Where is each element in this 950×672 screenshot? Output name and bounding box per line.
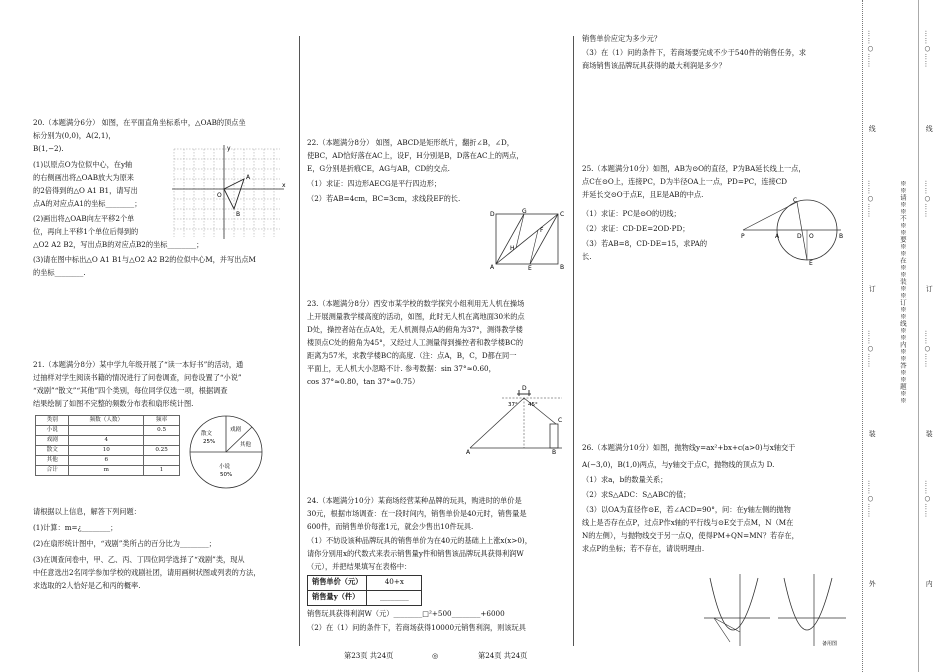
label-b: B xyxy=(560,264,565,270)
margin-label-outer-bind: 订 xyxy=(867,285,876,293)
q25-p3b: 长. xyxy=(582,251,592,261)
table-cell: ________ xyxy=(367,590,422,605)
question-22 xyxy=(307,138,565,207)
q21-line3: “戏剧”“散文”“其他”四个类别，每位同学仅选一项，根据调查 xyxy=(33,385,228,395)
q20-s1d: 点A的对应点A1的坐标________； xyxy=(33,198,142,208)
question-26 xyxy=(582,443,847,557)
margin-label-outer-line: 线 xyxy=(867,125,876,133)
table-header: 类别 xyxy=(36,416,69,426)
pie-label-drama: 戏剧 xyxy=(230,427,242,433)
q23-line7: cos 37°≈0.80，tan 37°≈0.75） xyxy=(307,376,420,386)
label-e: E xyxy=(528,265,532,270)
q21-p3: (2)在扇形统计图中，“戏剧”类所占的百分比为________； xyxy=(33,538,216,548)
q23-line2: 上开展测量教学楼高度的活动，如图，此时无人机在离地面30米的点 xyxy=(307,311,525,321)
q20-s1c: 的2倍得到的△O A1 B1，请写出 xyxy=(33,185,138,195)
q21-p2: (1)计算：m=¿________； xyxy=(33,522,118,532)
q21-frequency-table xyxy=(35,415,180,476)
q22-rectangle-figure xyxy=(488,208,566,270)
q25-parts xyxy=(582,209,742,265)
table-cell: 散文 xyxy=(36,446,69,456)
q23-line5: 距离为57米，求教学楼BC的高度.（注：点A，B，C，D都在同一 xyxy=(307,350,517,360)
q26-p3a: （3）以OA为直径作⊙E，若∠ACD=90°，问：在y轴左侧的抛物 xyxy=(582,504,791,514)
q21-line4: 结果绘制了如图不完整的频数分布表和扇形统计图. xyxy=(33,398,194,408)
page-number-left: 第23页 共24页 xyxy=(344,651,394,660)
q22-p1: （1）求证：四边形AECG是平行四边形； xyxy=(307,178,442,188)
q20-s3a: (3)请在图中标出△O A1 B1与△O2 A2 B2的位似中心M，并写出点M xyxy=(33,254,256,264)
table-row xyxy=(36,456,180,466)
q24-profit: 销售玩具获得利润W（元）________□²+500________+6000 xyxy=(307,608,505,618)
q20-line2: 标分别为(0,0)，A(2,1)， xyxy=(33,130,116,140)
margin-dots-4: ……○…… xyxy=(866,480,875,518)
q23-line6: 平面上，无人机大小忽略不计. 参考数据：sin 37°≈0.60， xyxy=(307,363,496,373)
q20-parts-wide xyxy=(33,240,291,281)
q24-line6: （元），并把结果填写在表格中： xyxy=(307,561,412,571)
q24-sales-table xyxy=(307,575,422,606)
label-h: H xyxy=(510,245,515,252)
q23-line3: D处，操控者站在点A处，无人机测得点A的俯角为37°，测得教学楼 xyxy=(307,324,523,334)
table-cell: 戏剧 xyxy=(36,436,69,446)
q21-p4c: 求选取的2人恰好是乙和丙的概率. xyxy=(33,580,141,590)
q22-line2: 使BC，AD恰好落在AC上，设F，H分别是B，D落在AC上的两点， xyxy=(307,150,524,160)
q21-pie-chart xyxy=(186,412,266,492)
x-axis-label: x xyxy=(282,182,286,189)
table-cell xyxy=(144,436,180,446)
page-center-mark: ◎ xyxy=(432,651,439,660)
pie-label-other: 其他 xyxy=(240,442,252,448)
margin-dots-3: ……○…… xyxy=(866,330,875,368)
margin-dots-6: ……○…… xyxy=(923,180,932,218)
label-c: C xyxy=(558,417,563,424)
q20-s2a: (2)画出将△OAB向左平移2个单 xyxy=(33,213,135,223)
q23-line4: 楼顶点C处的俯角为45°，又经过人工测量得到操控者和教学楼BC的 xyxy=(307,337,524,347)
angle-45: 45° xyxy=(528,402,538,408)
q24-cont-line2: （3）在（1）问的条件下，若商场要完成不少于540件的销售任务，求 xyxy=(582,47,807,57)
q25-p3a: （3）若AB=8，CD·DE=15，求PA的 xyxy=(582,238,708,248)
q20-s1b: 的右侧画出将△OAB放大为原来 xyxy=(33,172,134,182)
q20-parts xyxy=(33,160,168,240)
q25-line2: 点C在⊙O上，连接PC，D为半径OA上一点，PD=PC，连接CD xyxy=(582,176,788,186)
table-cell: m xyxy=(69,466,144,476)
label-b: B xyxy=(839,233,844,240)
margin-label-inner-bind: 订 xyxy=(924,285,933,293)
q26-p2: （2）求S△ADC：S△ABC的值； xyxy=(582,489,691,499)
q26-p3b: 线上是否存在点P，过点P作x轴的平行线与⊙E交于点M，N（M在 xyxy=(582,517,794,527)
q22-line1: 22.（本题满分8分） 如图，ABCD是矩形纸片，翻折∠B，∠D， xyxy=(307,138,514,147)
q24-line4: （1）不妨设该种品牌玩具的销售单价为在40元的基础上上涨x(x>0)， xyxy=(307,535,532,545)
q20-header: 20.（本题满分6分） 如图，在平面直角坐标系中，△OAB的顶点坐 xyxy=(33,118,246,127)
q20-s2c: △O2 A2 B2，写出点B的对应点B2的坐标________； xyxy=(33,240,204,249)
q23-drone-figure xyxy=(462,384,568,454)
label-d: D xyxy=(522,385,527,392)
table-cell: 销售量y（件） xyxy=(308,590,367,605)
q20-coordinate-grid xyxy=(170,143,288,241)
point-b-label: B xyxy=(236,211,241,218)
q21-p1: 请根据以上信息，解答下列问题： xyxy=(33,507,141,516)
q25-p1: （1）求证：PC是⊙O的切线； xyxy=(582,209,681,218)
label-e: E xyxy=(809,260,813,266)
page-number-right: 第24页 共24页 xyxy=(478,651,528,660)
table-row xyxy=(36,436,180,446)
q20-s3b: 的坐标________. xyxy=(33,267,86,277)
parabola-main xyxy=(710,578,758,630)
table-row xyxy=(36,426,180,436)
q20-s2b: 位，再向上平移1个单位后得到的 xyxy=(33,226,139,236)
label-c: C xyxy=(793,197,798,204)
column-divider-left xyxy=(299,36,300,646)
q21-p4b: 中任意选出2名同学参加学校的戏剧社团，请用画树状图或列表的方法， xyxy=(33,567,261,577)
table-cell: 4 xyxy=(69,436,144,446)
margin-label-inner-line: 线 xyxy=(924,125,933,133)
q24-cont-line1: 销售单价应定为多少元？ xyxy=(582,34,662,43)
q25-circle-figure xyxy=(741,196,847,266)
label-g: G xyxy=(522,208,527,215)
pie-label-novel-pct: 50% xyxy=(220,472,233,478)
table-cell xyxy=(144,456,180,466)
origin-label: O xyxy=(217,192,222,199)
table-row xyxy=(36,446,180,456)
q24-line2: 30元，根据市场调查：在一段时间内，销售单价是40元时，销售量是 xyxy=(307,508,527,518)
table-cell: 10 xyxy=(69,446,144,456)
pie-label-prose: 散文 xyxy=(201,431,213,437)
label-d: D xyxy=(490,211,495,218)
y-axis-label: y xyxy=(227,145,231,152)
q22-p2: （2）若AB=4cm，BC=3cm，求线段EF的长. xyxy=(307,193,461,203)
label-o: O xyxy=(809,233,814,240)
pie-label-novel: 小说 xyxy=(219,464,231,470)
q24-line3: 600件，而销售单价每涨1元，就会少售出10件玩具. xyxy=(307,521,474,531)
q21-line1: 21.（本题满分8分）某中学九年级开展了“读一本好书”的活动，通 xyxy=(33,360,244,369)
table-cell: 6 xyxy=(69,456,144,466)
label-a: A xyxy=(490,264,495,270)
q25-p2: （2）求证：CD·DE=2OD·PD； xyxy=(582,223,690,233)
question-21 xyxy=(33,360,291,412)
margin-dots-2: ……○…… xyxy=(866,180,875,218)
question-23 xyxy=(307,299,565,390)
q26-p3d: 求点P的坐标；若不存在，请说明理由. xyxy=(582,543,705,553)
q22-line3: E，G分别是折痕CE，AG与AB，CD的交点. xyxy=(307,163,450,173)
point-a-label: A xyxy=(246,174,251,181)
margin-label-outer-fold: 装 xyxy=(867,430,876,438)
label-f: F xyxy=(540,227,544,234)
table-header: 频率 xyxy=(144,416,180,426)
table-cell: 小说 xyxy=(36,426,69,436)
margin-dots-5: ……○…… xyxy=(923,30,932,68)
margin-label-inner-fold: 装 xyxy=(924,430,933,438)
label-a: A xyxy=(466,449,471,454)
column-divider-right xyxy=(573,36,574,646)
q25-line3: 并延长交⊙O于点E，且E是AB的中点. xyxy=(582,189,704,199)
q21-p4a: (3)在调查问卷中，甲、乙、丙、丁四位同学选择了“戏剧”类，现从 xyxy=(33,554,245,564)
label-a: A xyxy=(775,233,780,240)
label-b: B xyxy=(552,449,557,454)
q21-line2: 过抽样对学生阅读书籍的情况进行了问卷调查，问卷设置了“小说” xyxy=(33,372,242,382)
table-cell: 0.25 xyxy=(144,446,180,456)
table-header: 频数（人数） xyxy=(69,416,144,426)
binding-line-inner xyxy=(918,0,919,672)
table-row xyxy=(308,590,422,605)
spare-figure-caption: 备用图 xyxy=(822,641,838,647)
table-cell xyxy=(69,426,144,436)
margin-dots-1: ……○…… xyxy=(866,30,875,68)
margin-label-inner-inside: 内 xyxy=(924,580,933,588)
margin-dots-8: ……○…… xyxy=(923,480,932,518)
table-cell: 0.5 xyxy=(144,426,180,436)
label-p: P xyxy=(741,233,745,240)
table-cell: 销售单价（元） xyxy=(308,575,367,590)
table-cell: 1 xyxy=(144,466,180,476)
table-row xyxy=(308,575,422,590)
question-24-continued xyxy=(582,34,847,74)
table-cell: 其他 xyxy=(36,456,69,466)
table-row xyxy=(36,466,180,476)
label-c: C xyxy=(560,211,565,218)
q26-line1: 26.（本题满分10分）如图，抛物线y=ax²+bx+c(a>0)与x轴交于 xyxy=(582,443,796,452)
q24-line5: 请你分别用x的代数式来表示销售量y件和销售该品牌玩具获得利润W xyxy=(307,548,524,558)
table-header-row xyxy=(36,416,180,426)
q20-line3: B(1,−2). xyxy=(33,143,64,153)
parabola-spare xyxy=(784,578,832,630)
table-cell: 合计 xyxy=(36,466,69,476)
q24-cont-line3: 商场销售该品牌玩具获得的最大利润是多少？ xyxy=(582,60,726,70)
q21-questions xyxy=(33,507,291,594)
q26-p3c: N的左侧），与抛物线交于另一点Q，使得PM+QN=MN？若存在， xyxy=(582,530,799,540)
q26-line2: A(−3,0)，B(1,0)两点，与y轴交于点C，抛物线的顶点为 D. xyxy=(582,459,775,469)
q20-s1a: (1)以原点O为位似中心，在y轴 xyxy=(33,160,133,169)
q26-p1: （1）求a，b的数量关系； xyxy=(582,474,668,484)
question-24 xyxy=(307,496,565,636)
pie-label-prose-pct: 25% xyxy=(203,439,216,445)
q25-line1: 25.（本题满分10分）如图，AB为⊙O的直径，P为BA延长线上一点， xyxy=(582,164,806,173)
margin-label-outer-outside: 外 xyxy=(867,580,876,588)
angle-37: 37° xyxy=(508,402,518,408)
margin-dots-7: ……○…… xyxy=(923,330,932,368)
margin-notice: ※※请※※不※※要※※在※※装※※订※※线※※内※※答※※题※※ xyxy=(898,180,907,404)
q23-line1: 23.（本题满分8分）西安市某学校的数学探究小组利用无人机在操场 xyxy=(307,299,525,308)
q24-p2: （2）在（1）问的条件下，若商场获得10000元销售利润，则该玩具 xyxy=(307,622,526,632)
label-d: D xyxy=(797,233,802,240)
q24-line1: 24.（本题满分10分）某商场经营某种品牌的玩具，购进时的单价是 xyxy=(307,496,522,505)
q26-parabola-figures xyxy=(700,572,848,648)
table-cell: 40+x xyxy=(367,575,422,590)
